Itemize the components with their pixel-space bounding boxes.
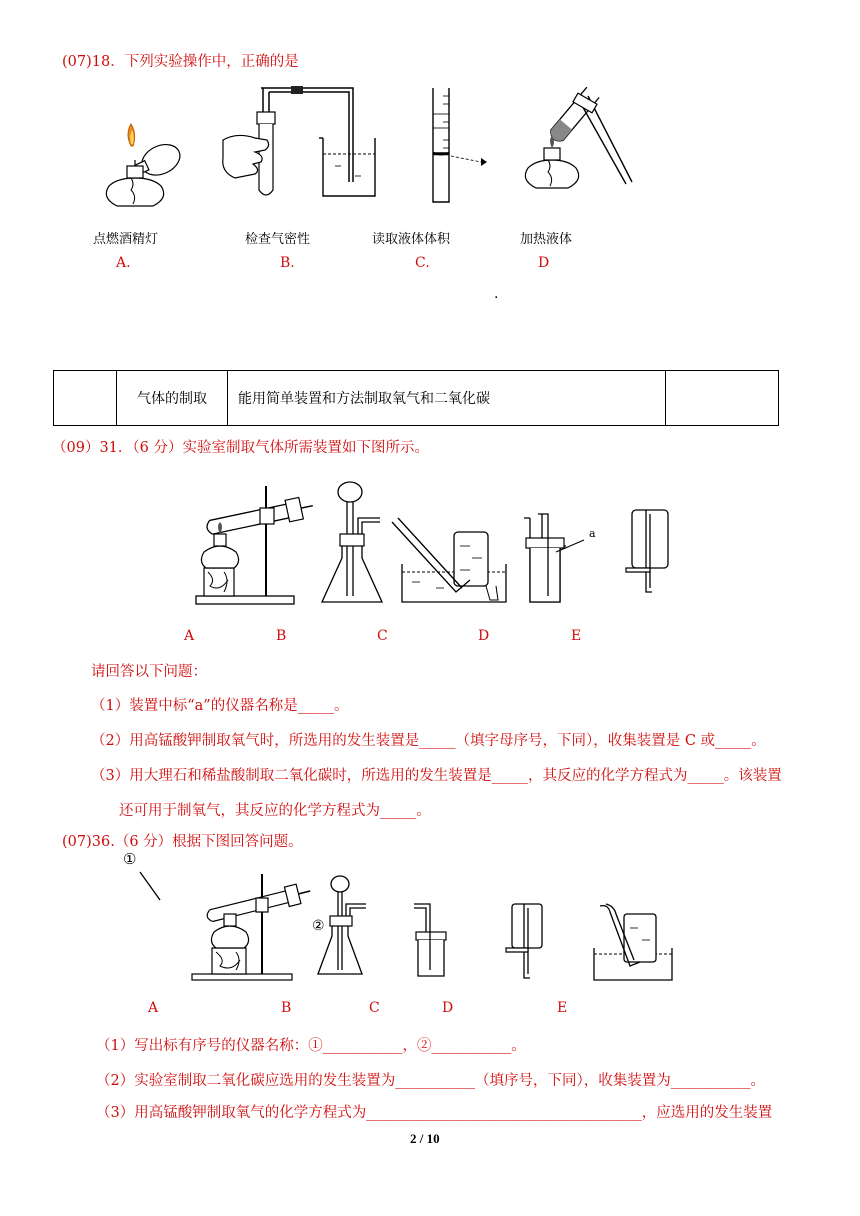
q31-apparatus-figure: [180, 468, 700, 610]
q31-mark-a: a: [589, 527, 596, 540]
apparatus-a: [196, 486, 315, 604]
q18-caption-b: 检查气密性: [245, 232, 311, 247]
syllabus-table: [53, 370, 779, 426]
q36-mark-2: ②: [312, 918, 325, 934]
q36-apparatus-e: [594, 904, 672, 980]
q31-line-3: （3）用大理石和稀盐酸制取二氧化碳时，所选用的发生装置是_____，其反应的化学方程式为_____。该装置: [91, 768, 782, 784]
q18-option-d: D: [538, 255, 550, 271]
q36-apparatus-a: [192, 874, 313, 980]
table-cell-empty-2: [666, 371, 779, 426]
q18-caption-a: 点燃酒精灯: [93, 232, 159, 247]
q31-title: （09）31．（6 分）实验室制取气体所需装置如下图所示。: [52, 440, 429, 456]
q36-pointer-line: [138, 870, 168, 904]
q36-label-d: D: [442, 1000, 454, 1016]
table-cell-topic: 气体的制取: [117, 371, 228, 426]
q36-line-1: （1）写出标有序号的仪器名称：①___________，②___________。: [96, 1038, 526, 1054]
q31-label-c: C: [377, 628, 388, 644]
q18-caption-c: 读取液体体积: [372, 232, 451, 247]
q36-label-b: B: [281, 1000, 292, 1016]
q36-line-2: （2）实验室制取二氧化碳应选用的发生装置为___________（填序号，下同），收集装置为___________。: [96, 1073, 765, 1089]
lighting-lamp-figure: [95, 118, 195, 210]
q36-apparatus-b: [318, 876, 366, 974]
q36-apparatus-d: [506, 904, 542, 978]
airtightness-check-figure: [215, 82, 385, 202]
reading-volume-figure: [425, 86, 495, 206]
q31-line-2: （2）用高锰酸钾制取氧气时，所选用的发生装置是_____（填字母序号，下同），收集装置是 C 或_____。: [91, 733, 766, 749]
q31-label-b: B: [276, 628, 287, 644]
q31-line-4: 还可用于制氧气，其反应的化学方程式为_____。: [119, 803, 431, 819]
q36-mark-1: ①: [123, 850, 137, 868]
q18-caption-d: 加热液体: [520, 232, 573, 247]
q31-line-1: （1）装置中标“a”的仪器名称是_____。: [91, 698, 349, 714]
q18-option-b: B.: [280, 255, 295, 271]
table-cell-empty-1: [54, 371, 117, 426]
q36-label-e: E: [557, 1000, 568, 1016]
q36-line-3: （3）用高锰酸钾制取氧气的化学方程式为______________________________________，应选用的发生装置: [96, 1105, 773, 1121]
stray-dot: .: [494, 286, 499, 302]
heating-liquid-figure: [518, 92, 638, 192]
q18-option-c: C.: [415, 255, 430, 271]
q18-title: (07)18．下列实验操作中，正确的是: [62, 54, 299, 70]
table-cell-requirement: 能用简单装置和方法制取氧气和二氧化碳: [228, 371, 666, 426]
q36-apparatus-c: [414, 904, 446, 976]
q31-label-d: D: [478, 628, 490, 644]
q36-title: (07)36.（6 分）根据下图回答问题。: [62, 834, 303, 850]
q18-option-a: A.: [116, 255, 131, 271]
q31-intro: 请回答以下问题：: [91, 664, 207, 680]
apparatus-b: [322, 482, 382, 602]
apparatus-c: [392, 518, 506, 602]
apparatus-e: [626, 510, 668, 592]
q36-label-c: C: [369, 1000, 380, 1016]
q36-apparatus-figure: [190, 866, 710, 984]
apparatus-d: [524, 514, 584, 602]
q31-label-e: E: [571, 628, 582, 644]
q36-label-a: A: [148, 1000, 159, 1016]
page-number: 2 / 10: [410, 1131, 440, 1146]
q31-label-a: A: [184, 628, 195, 644]
